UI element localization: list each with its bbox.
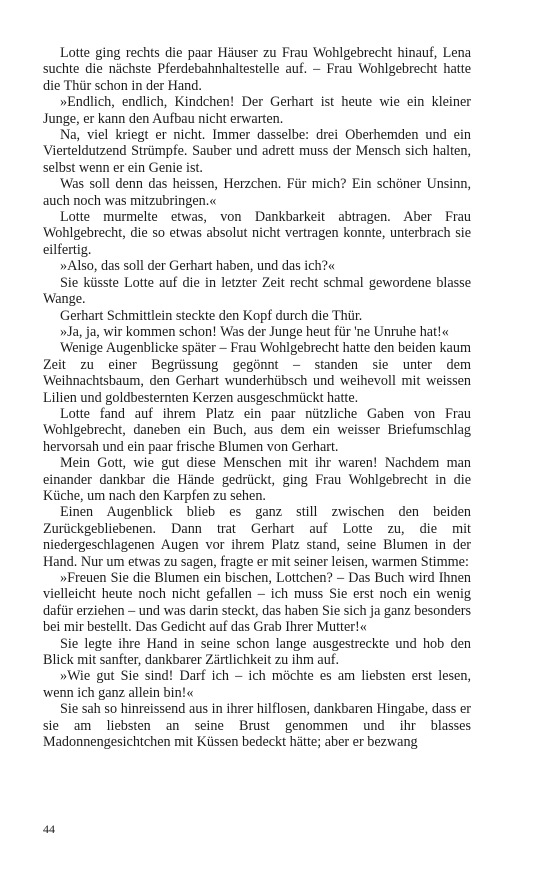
paragraph: Na, viel kriegt er nicht. Immer dasselbe: drei Oberhemden und ein Vierteldutzend Strümpfe. Sauber und adrett muss der Mensch sich halten, selbst wenn er ein Genie ist. bbox=[43, 127, 471, 176]
paragraph: Lotte fand auf ihrem Platz ein paar nützliche Gaben von Frau Wohlgebrecht, daneben ein Buch, aus dem ein weisser Briefumschlag hervorsah und ein paar frische Blumen von Gerhart. bbox=[43, 405, 471, 455]
paragraph: Was soll denn das heissen, Herzchen. Für mich? Ein schöner Unsinn, auch noch was mitzubringen.« bbox=[43, 176, 471, 209]
paragraph: Wenige Augenblicke später – Frau Wohlgebrecht hatte den beiden kaum Zeit zu einer Begrüssung gegönnt – standen sie unter dem Weihnachtsbaum, den Gerhart wunderhübsch und weihevoll mit weissen Lilien und goldbesternten Kerzen ausgeschmückt hatte. bbox=[43, 340, 471, 406]
paragraph: Sie legte ihre Hand in seine schon lange ausgestreckte und hob den Blick mit sanfter, dankbarer Zärtlichkeit zu ihm auf. bbox=[43, 635, 471, 669]
paragraph: »Endlich, endlich, Kindchen! Der Gerhart ist heute wie ein kleiner Junge, er kann den Aufbau nicht erwarten. bbox=[43, 94, 471, 127]
paragraph: Lotte ging rechts die paar Häuser zu Frau Wohlgebrecht hinauf, Lena suchte die nächste Pferdebahnhaltestelle auf. – Frau Wohlgebrecht hatte die Thür schon in der Hand. bbox=[43, 45, 471, 94]
paragraph: Gerhart Schmittlein steckte den Kopf durch die Thür. bbox=[60, 307, 363, 324]
paragraph: »Ja, ja, wir kommen schon! Was der Junge heut für 'ne Unruhe hat!« bbox=[60, 323, 449, 340]
paragraph: Sie sah so hinreissend aus in ihrer hilflosen, dankbaren Hingabe, dass er sie am liebsten an seine Brust genommen und ihr blasses Madonnengesichtchen mit Küssen bedeckt hätte; aber er bezwang bbox=[43, 701, 471, 751]
paragraph: »Freuen Sie die Blumen ein bischen, Lottchen? – Das Buch wird Ihnen vielleicht heute noch nicht gefallen – ich muss Sie erst noch ein wenig dafür erziehen – und was darin steckt, das haben Sie sich ja ganz besonders bei mir bestellt. Das Gedicht auf das Grab Ihrer Mutter!« bbox=[43, 570, 471, 636]
paragraph: Mein Gott, wie gut diese Menschen mit ihr waren! Nachdem man einander dankbar die Hände gedrückt, ging Frau Wohlgebrecht in die Küche, um nach den Karpfen zu sehen. bbox=[43, 455, 471, 504]
book-page-text bbox=[43, 45, 471, 750]
page-number: 44 bbox=[43, 822, 55, 836]
paragraph: Lotte murmelte etwas, von Dankbarkeit abtragen. Aber Frau Wohlgebrecht, die so etwas absolut nicht vertragen konnte, unterbrach sie eilfertig. bbox=[43, 209, 471, 258]
paragraph: »Wie gut Sie sind! Darf ich – ich möchte es am liebsten erst lesen, wenn ich ganz allein bin!« bbox=[43, 668, 471, 701]
paragraph: Einen Augenblick blieb es ganz still zwischen den beiden Zurückgebliebenen. Dann trat Gerhart auf Lotte zu, die mit niedergeschlagenen Augen vor ihrem Platz stand, seine Blumen in der Hand. Nur um etwas zu sagen, fragte er mit seiner leisen, warmen Stimme: bbox=[43, 504, 471, 570]
paragraph: »Also, das soll der Gerhart haben, und das ich?« bbox=[60, 258, 336, 275]
paragraph: Sie küsste Lotte auf die in letzter Zeit recht schmal gewordene blasse Wange. bbox=[43, 274, 471, 308]
